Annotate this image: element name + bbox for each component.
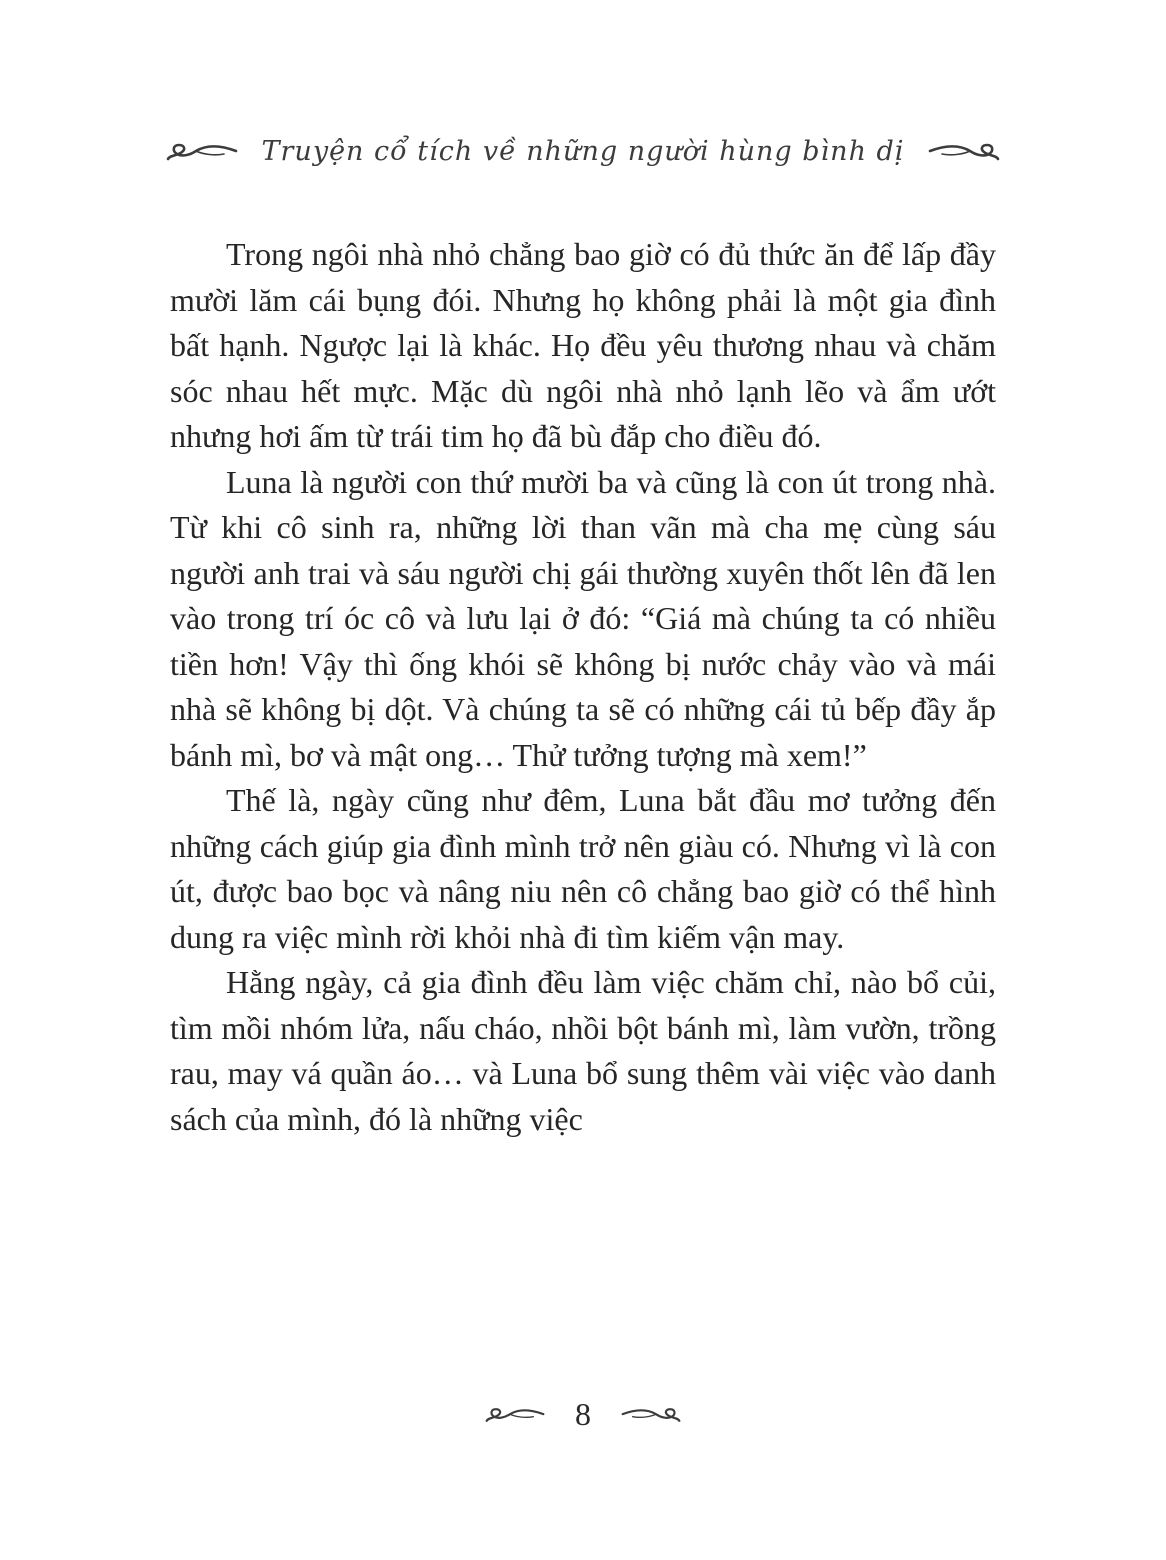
paragraph: Luna là người con thứ mười ba và cũng là con út trong nhà. Từ khi cô sinh ra, những lời than vãn mà cha mẹ cùng sáu người anh trai và sáu người chị gái thường xuyên thốt lên đã len vào trong trí óc cô và lưu lại ở đó: “Giá mà chúng ta có nhiều tiền hơn! Vậy thì ống khói sẽ không bị nước chảy vào và mái nhà sẽ không bị dột. Và chúng ta sẽ có những cái tủ bếp đầy ắp bánh mì, bơ và mật ong… Thử tưởng tượng mà xem!”	[170, 463, 996, 773]
page-title: Truyện cổ tích về những người hùng bình dị	[261, 136, 905, 167]
flourish-left-icon	[166, 139, 238, 165]
paragraph: Thế là, ngày cũng như đêm, Luna bắt đầu mơ tưởng đến những cách giúp gia đình mình trở nên giàu có. Nhưng vì là con út, được bao bọc và nâng niu nên cô chẳng bao giờ có thể hình dung ra việc mình rời khỏi nhà đi tìm kiếm vận may.	[170, 782, 996, 955]
footer-flourish-left-icon	[485, 1404, 545, 1426]
body-text	[170, 232, 996, 1142]
page-number: 8	[575, 1396, 591, 1432]
flourish-right-icon	[928, 139, 1000, 165]
footer-flourish-right-icon	[621, 1404, 681, 1426]
running-header	[0, 136, 1166, 167]
page-footer	[0, 1396, 1166, 1433]
paragraph: Trong ngôi nhà nhỏ chẳng bao giờ có đủ thức ăn để lấp đầy mười lăm cái bụng đói. Nhưng họ không phải là một gia đình bất hạnh. Ngược lại là khác. Họ đều yêu thương nhau và chăm sóc nhau hết mực. Mặc dù ngôi nhà nhỏ lạnh lẽo và ẩm ướt nhưng hơi ấm từ trái tim họ đã bù đắp cho điều đó.	[170, 236, 996, 454]
paragraph: Hằng ngày, cả gia đình đều làm việc chăm chỉ, nào bổ củi, tìm mồi nhóm lửa, nấu cháo, nhồi bột bánh mì, làm vườn, trồng rau, may vá quần áo… và Luna bổ sung thêm vài việc vào danh sách của mình, đó là những việc	[170, 964, 996, 1137]
